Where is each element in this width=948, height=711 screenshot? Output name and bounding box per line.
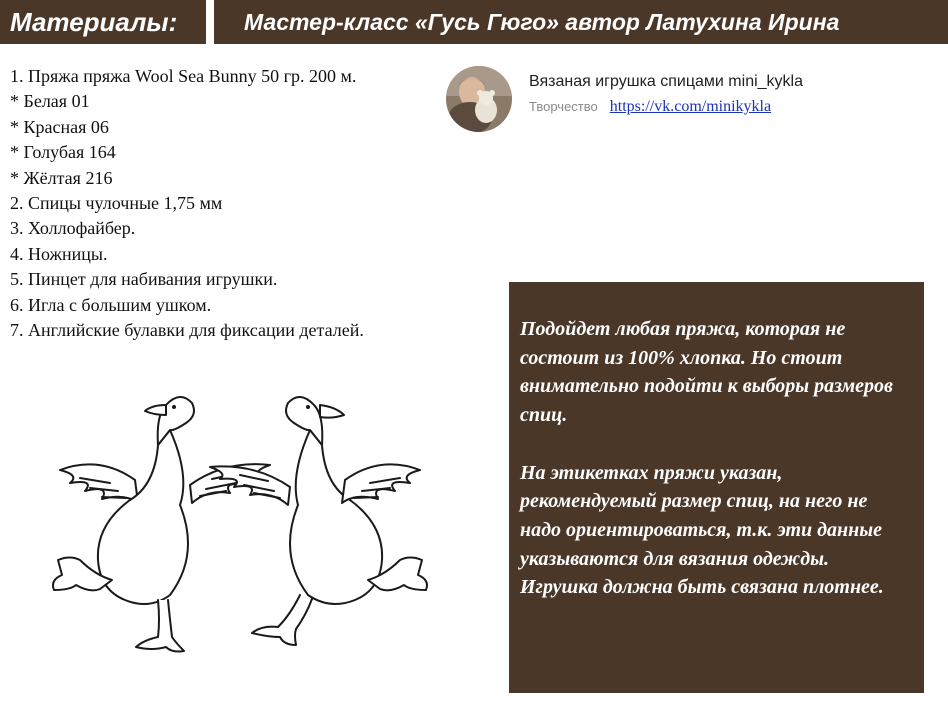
materials-item-tweezers: 5. Пинцет для набивания игрушки. — [10, 269, 278, 290]
community-name[interactable]: Вязаная игрушка спицами mini_kykla — [529, 73, 803, 90]
yarn-note-paragraph-2: На этикетках пряжи указан, рекомендуемый размер спиц, на него не надо ориентироваться, т.к. эти данные указываются для вязания одежды. Игрушка должна быть связана плотнее. — [520, 461, 884, 599]
community-avatar[interactable] — [446, 66, 512, 132]
materials-item-yarn: 1. Пряжа пряжа Wool Sea Bunny 50 гр. 200 м. — [10, 66, 357, 86]
community-category: Творчество — [529, 99, 598, 114]
right-goose-drawing — [210, 397, 427, 645]
materials-item-needle: 6. Игла с большим ушком. — [10, 294, 212, 315]
materials-item-color-white: * Белая 01 — [10, 91, 90, 112]
community-meta — [529, 98, 771, 116]
left-goose-drawing — [53, 397, 270, 652]
materials-item-color-red: * Красная 06 — [10, 116, 109, 137]
yarn-note-paragraph-1: Подойдет любая пряжа, которая не состоит из 100% хлопка. Но стоит внимательно подойти к выборы размеров спиц. — [520, 318, 893, 427]
section-title-banner — [0, 0, 206, 44]
section-title: Материалы: — [10, 6, 178, 37]
geese-illustration — [40, 375, 440, 665]
page-title: Мастер-класс «Гусь Гюго» автор Латухина Ирина — [244, 8, 840, 35]
community-link[interactable]: https://vk.com/minikykla — [609, 98, 772, 115]
community-card — [446, 66, 926, 136]
materials-item-color-blue: * Голубая 164 — [10, 142, 116, 163]
materials-item-color-yellow: * Жёлтая 216 — [10, 167, 113, 188]
yarn-note-box — [509, 282, 924, 693]
materials-item-stuffing: 3. Холлофайбер. — [10, 218, 136, 239]
page-title-banner — [214, 0, 948, 44]
materials-item-pins: 7. Английские булавки для фиксации деталей. — [10, 320, 364, 341]
materials-item-needles: 2. Спицы чулочные 1,75 мм — [10, 193, 223, 214]
materials-list — [10, 64, 440, 343]
materials-item-scissors: 4. Ножницы. — [10, 243, 108, 264]
